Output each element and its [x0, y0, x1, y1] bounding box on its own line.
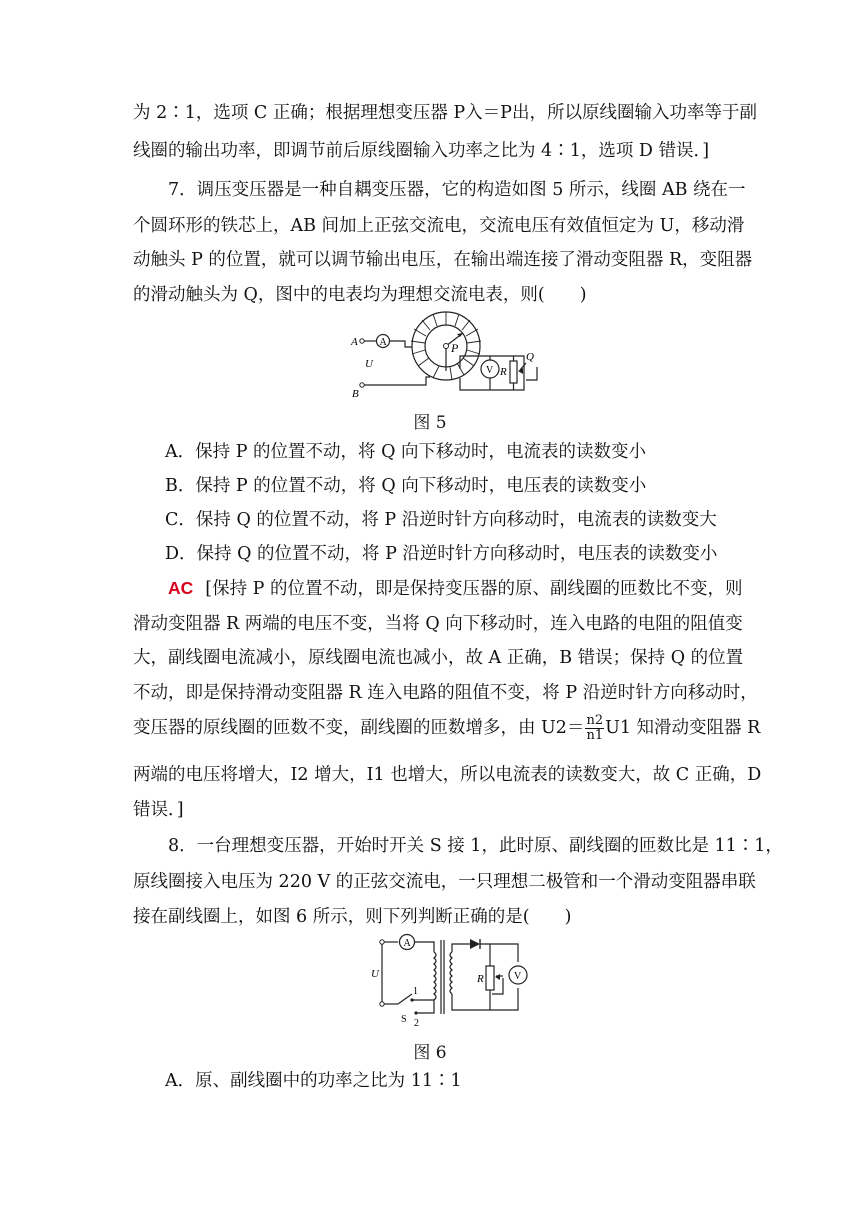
q7-stem-line-1: 7．调压变压器是一种自耦变压器，它的构造如图 5 所示，线圈 AB 绕在一	[168, 180, 746, 200]
fig5-label-u: U	[365, 358, 373, 370]
fig6-label-u: U	[371, 968, 379, 980]
fig5-label-q: Q	[526, 351, 534, 363]
fraction-denominator: n1	[586, 728, 604, 743]
fig6-label-2: 2	[414, 1018, 419, 1026]
q7-answer-line-1	[168, 576, 743, 601]
fig6-label-1: 1	[413, 986, 418, 997]
turns-ratio-fraction	[585, 714, 604, 743]
fig6-label-r: R	[477, 973, 484, 985]
q7-option-a: A．保持 P 的位置不动，将 Q 向下移动时，电流表的读数变小	[165, 442, 647, 462]
q7-answer-5-post: U1 知滑动变阻器 R	[605, 718, 761, 738]
figure-6-circuit	[368, 930, 528, 1026]
q7-answer-line-7: 错误．]	[133, 800, 184, 820]
fig5-label-p: P	[451, 341, 459, 355]
fig5-label-b: B	[352, 388, 359, 400]
fig5-label-r: R	[500, 366, 507, 378]
figure-5-caption: 图 5	[413, 413, 447, 433]
q7-answer-line-2: 滑动变阻器 R 两端的电压不变，当将 Q 向下移动时，连入电路的电阻的阻值变	[133, 614, 743, 634]
q7-option-d: D．保持 Q 的位置不动，将 P 沿逆时针方向移动时，电压表的读数变小	[165, 544, 718, 564]
figure-6-caption: 图 6	[413, 1043, 447, 1063]
fig6-ammeter-label: A	[403, 938, 411, 949]
fig5-voltmeter-label: V	[486, 365, 494, 376]
q8-stem-line-1: 8．一台理想变压器，开始时开关 S 接 1，此时原、副线圈的匝数比是 11∶1，	[168, 836, 783, 856]
fig6-voltmeter-label: V	[514, 971, 522, 982]
q7-option-b: B．保持 P 的位置不动，将 Q 向下移动时，电压表的读数变小	[165, 476, 647, 496]
prev-answer-line-2: 线圈的输出功率，即调节前后原线圈输入功率之比为 4∶1，选项 D 错误．]	[133, 141, 710, 161]
q7-answer-5-pre: 变压器的原线圈的匝数不变，副线圈的匝数增多，由 U2＝	[133, 718, 585, 738]
q7-answer-key: AC	[168, 578, 194, 598]
fraction-numerator: n2	[586, 713, 604, 728]
q7-answer-line-4: 不动，即是保持滑动变阻器 R 连入电路的阻值不变，将 P 沿逆时针方向移动时，	[133, 683, 758, 703]
q7-answer-line-6: 两端的电压将增大，I2 增大，I1 也增大，所以电流表的读数变大，故 C 正确，D	[133, 765, 762, 785]
q7-answer-line-5	[133, 713, 761, 743]
q8-stem-line-2: 原线圈接入电压为 220 V 的正弦交流电，一只理想二极管和一个滑动变阻器串联	[133, 872, 756, 892]
figure-5-circuit	[350, 305, 550, 401]
fig6-label-s: S	[401, 1014, 407, 1025]
q8-stem-line-3: 接在副线圈上，如图 6 所示，则下列判断正确的是( )	[133, 907, 572, 927]
q8-option-a: A．原、副线圈中的功率之比为 11∶1	[165, 1071, 462, 1091]
fig5-ammeter-label: A	[379, 337, 387, 348]
q7-option-c: C．保持 Q 的位置不动，将 P 沿逆时针方向移动时，电流表的读数变大	[165, 510, 717, 530]
fig5-label-a: A	[351, 336, 358, 348]
prev-answer-line-1: 为 2∶1，选项 C 正确；根据理想变压器 P入＝P出，所以原线圈输入功率等于副	[133, 103, 757, 123]
q7-stem-line-4: 的滑动触头为 Q，图中的电表均为理想交流电表，则( )	[133, 285, 587, 305]
q7-stem-line-2: 个圆环形的铁芯上，AB 间加上正弦交流电，交流电压有效值恒定为 U，移动滑	[133, 216, 745, 236]
q7-stem-line-3: 动触头 P 的位置，就可以调节输出电压，在输出端连接了滑动变阻器 R，变阻器	[133, 250, 753, 270]
q7-answer-line-3: 大，副线圈电流减小，原线圈电流也减小，故 A 正确，B 错误；保持 Q 的位置	[133, 648, 744, 668]
q7-answer-text-1: [保持 P 的位置不动，即是保持变压器的原、副线圈的匝数比不变，则	[205, 579, 743, 599]
